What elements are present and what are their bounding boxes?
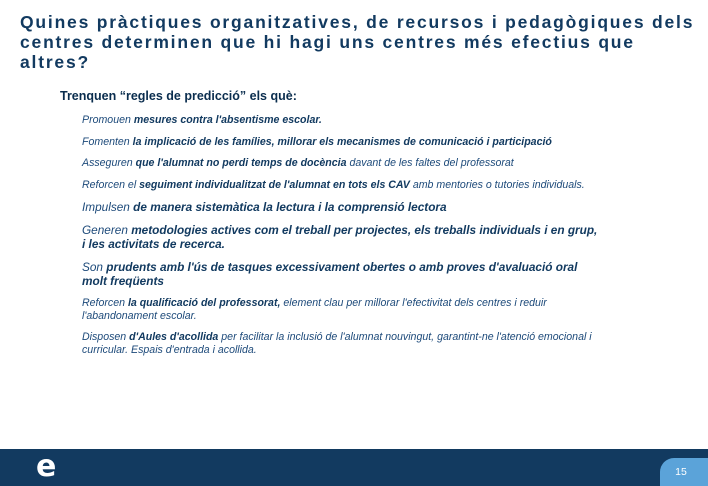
practice-text: davant de les faltes del professorat xyxy=(346,157,514,169)
practice-text: Promouen xyxy=(82,114,134,126)
practice-item xyxy=(82,157,602,170)
practice-highlight: d'Aules d'acollida xyxy=(129,331,219,343)
practice-text: Reforcen el xyxy=(82,178,140,191)
practice-text: Fomenten xyxy=(82,135,133,148)
practice-text: Impulsen xyxy=(82,200,134,214)
practice-highlight: seguiment individualitzat de l'alumnat en tots els CAV xyxy=(139,178,410,191)
practice-item xyxy=(82,260,602,288)
practice-text: per facilitar la inclusió de l'alumnat nouvingut, garantint-ne l'atenció emocional i curricular. Espais d'entrada i acollida. xyxy=(82,331,592,356)
practice-item xyxy=(82,200,602,214)
practice-highlight: la qualificació del professorat, xyxy=(127,297,281,309)
practice-item xyxy=(82,223,602,251)
practice-highlight: de manera sistemàtica la lectura i la comprensió lectora xyxy=(133,200,447,214)
practice-item xyxy=(82,297,602,322)
practice-highlight: mesures contra l'absentisme escolar. xyxy=(133,114,322,126)
practice-text: Generen xyxy=(82,223,132,237)
practice-item xyxy=(82,331,602,356)
practice-text: element clau per millorar l'efectivitat dels centres i reduir l'abandonament escolar. xyxy=(82,297,547,322)
practice-item xyxy=(82,136,602,149)
practice-highlight: la implicació de les famílies, millorar els mecanismes de comunicació i participació xyxy=(132,135,552,148)
practice-text: Disposen xyxy=(82,331,130,343)
slide-subtitle: Trenquen “regles de predicció” els què: xyxy=(60,89,297,103)
practices-list xyxy=(82,114,602,356)
practice-highlight: metodologies actives com el treball per projectes, els treballs individuals i en grup, i les activitats de recerca. xyxy=(82,223,598,251)
practice-text: Asseguren xyxy=(82,157,136,169)
slide-title: Quines pràctiques organitzatives, de recursos i pedagògiques dels centres determinen que hi hagi uns centres més efectius que altres? xyxy=(20,12,695,72)
footer-bar xyxy=(0,449,708,486)
practice-text: Son xyxy=(82,260,107,274)
page-number-badge: 15 xyxy=(660,458,708,486)
practice-item xyxy=(82,179,602,192)
practice-highlight: prudents amb l'ús de tasques excessivament obertes o amb proves d'avaluació oral molt freqüents xyxy=(82,260,578,288)
practice-text: amb mentories o tutories individuals. xyxy=(409,178,585,191)
practice-text: Reforcen xyxy=(82,297,128,309)
practice-item xyxy=(82,114,602,127)
brand-logo-icon: e xyxy=(36,449,57,484)
practice-highlight: que l'alumnat no perdi temps de docència xyxy=(135,157,347,169)
